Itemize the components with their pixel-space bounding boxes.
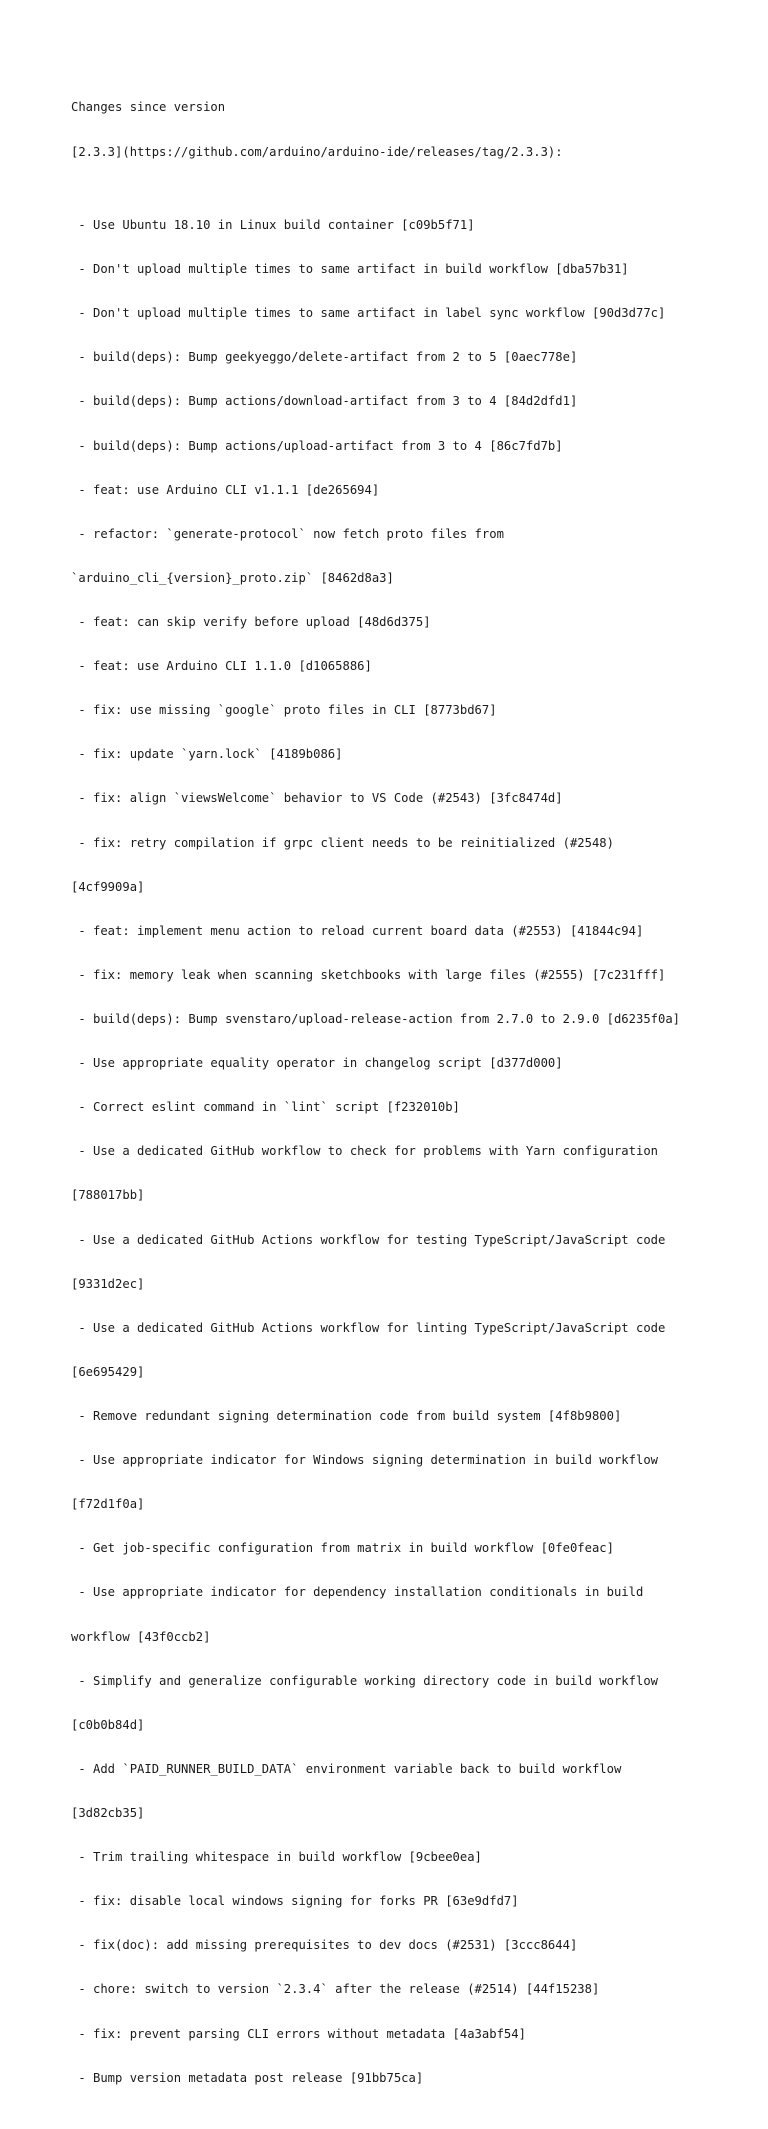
changelog-line: - Use appropriate indicator for dependency installation conditionals in build: [71, 1585, 644, 1600]
changelog-document: [71, 71, 741, 2129]
changelog-line: - feat: use Arduino CLI 1.1.0 [d1065886]: [71, 659, 372, 674]
changelog-line: - Remove redundant signing determination code from build system [4f8b9800]: [71, 1408, 622, 1423]
changelog-line: - Use a dedicated GitHub workflow to check for problems with Yarn configuration: [71, 1144, 658, 1159]
changelog-line: - Use a dedicated GitHub Actions workflow for testing TypeScript/JavaScript code: [71, 1232, 666, 1247]
changelog-line: - refactor: `generate-protocol` now fetch proto files from: [71, 526, 504, 541]
changelog-line: - Get job-specific configuration from matrix in build workflow [0fe0feac]: [71, 1541, 614, 1556]
changelog-line: - Correct eslint command in `lint` script [f232010b]: [71, 1100, 460, 1115]
changelog-line: - Simplify and generalize configurable working directory code in build workflow: [71, 1673, 658, 1688]
changelog-line: - fix: update `yarn.lock` [4189b086]: [71, 747, 343, 762]
changelog-line: [9331d2ec]: [71, 1276, 145, 1291]
changelog-line: - fix: memory leak when scanning sketchbooks with large files (#2555) [7c231fff]: [71, 967, 666, 982]
changelog-line: [f72d1f0a]: [71, 1497, 145, 1512]
changelog-line: - chore: switch to version `2.3.4` after the release (#2514) [44f15238]: [71, 1982, 600, 1997]
changelog-line: - build(deps): Bump actions/download-artifact from 3 to 4 [84d2dfd1]: [71, 394, 578, 409]
changelog-line: [3d82cb35]: [71, 1805, 145, 1820]
changelog-line: `arduino_cli_{version}_proto.zip` [8462d8a3]: [71, 570, 394, 585]
changelog-line: - build(deps): Bump geekyeggo/delete-artifact from 2 to 5 [0aec778e]: [71, 350, 578, 365]
changelog-entries: [71, 189, 741, 2115]
changelog-line: - fix(doc): add missing prerequisites to dev docs (#2531) [3ccc8644]: [71, 1938, 578, 1953]
changelog-line: - fix: retry compilation if grpc client needs to be reinitialized (#2548): [71, 835, 614, 850]
changelog-line: [c0b0b84d]: [71, 1717, 145, 1732]
changelog-line: - Use appropriate equality operator in changelog script [d377d000]: [71, 1056, 563, 1071]
changelog-line: - fix: disable local windows signing for forks PR [63e9dfd7]: [71, 1894, 519, 1909]
changelog-line: - fix: align `viewsWelcome` behavior to VS Code (#2543) [3fc8474d]: [71, 791, 563, 806]
changelog-line: - Add `PAID_RUNNER_BUILD_DATA` environment variable back to build workflow: [71, 1761, 622, 1776]
changelog-line: - build(deps): Bump actions/upload-artifact from 3 to 4 [86c7fd7b]: [71, 438, 563, 453]
changelog-line: - Don't upload multiple times to same artifact in build workflow [dba57b31]: [71, 262, 629, 277]
changelog-line: - feat: use Arduino CLI v1.1.1 [de265694]: [71, 482, 380, 497]
changelog-line: - Don't upload multiple times to same artifact in label sync workflow [90d3d77c]: [71, 306, 666, 321]
changelog-line: - fix: use missing `google` proto files in CLI [8773bd67]: [71, 703, 497, 718]
changelog-line: [788017bb]: [71, 1188, 145, 1203]
changelog-heading-link: [2.3.3](https://github.com/arduino/arduino-ide/releases/tag/2.3.3):: [71, 144, 563, 159]
changelog-line: - feat: can skip verify before upload [48d6d375]: [71, 615, 431, 630]
changelog-line: workflow [43f0ccb2]: [71, 1629, 211, 1644]
changelog-line: - Use a dedicated GitHub Actions workflow for linting TypeScript/JavaScript code: [71, 1320, 666, 1335]
changelog-line: - Bump version metadata post release [91bb75ca]: [71, 2070, 424, 2085]
changelog-line: [6e695429]: [71, 1364, 145, 1379]
changelog-line: - build(deps): Bump svenstaro/upload-release-action from 2.7.0 to 2.9.0 [d6235f0a]: [71, 1012, 681, 1026]
changelog-line: [4cf9909a]: [71, 879, 145, 894]
changelog-line: - Trim trailing whitespace in build workflow [9cbee0ea]: [71, 1850, 482, 1865]
changelog-line: - Use Ubuntu 18.10 in Linux build container [c09b5f71]: [71, 218, 475, 233]
changelog-heading: Changes since version: [71, 100, 226, 115]
changelog-line: - fix: prevent parsing CLI errors without metadata [4a3abf54]: [71, 2026, 526, 2041]
changelog-line: - Use appropriate indicator for Windows signing determination in build workflow: [71, 1453, 658, 1468]
changelog-line: - feat: implement menu action to reload current board data (#2553) [41844c94]: [71, 923, 644, 938]
